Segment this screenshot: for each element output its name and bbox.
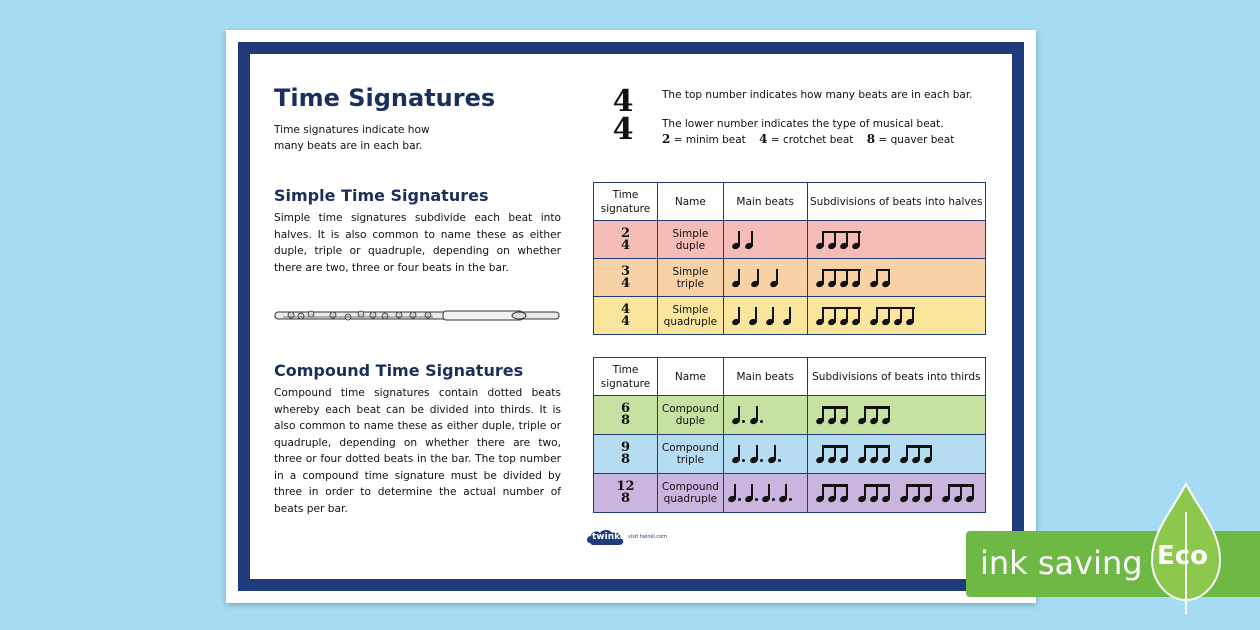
compound-heading: Compound Time Signatures [274, 361, 524, 380]
crotchet-note [732, 269, 740, 287]
header-time-signature: Time signature [594, 183, 658, 221]
sig-top: 4 [620, 301, 630, 317]
top-number-explanation: The top number indicates how many beats are in each bar. [662, 89, 973, 101]
table-row [594, 435, 986, 474]
crotchet-note [745, 231, 753, 249]
crotchet-note [732, 231, 740, 249]
page-title: Time Signatures [274, 84, 496, 112]
compound-time-table [593, 357, 986, 513]
beat-type-label: = crotchet beat [770, 134, 854, 146]
dotted-crotchet-note [728, 484, 736, 502]
beat-type-num: 8 [866, 132, 876, 146]
dotted-crotchet-note [779, 484, 787, 502]
name-cell: Simple duple [657, 221, 723, 259]
beat-types [662, 132, 992, 148]
beat-type-label: = quaver beat [878, 134, 955, 146]
big-time-signature [606, 84, 640, 147]
simple-text: Simple time signatures subdivide each beat into halves. It is also common to name these as either duple, triple or quadruple, depending on whether there are two, three or four beats in the bar. [274, 212, 561, 274]
time-signature-cell [594, 396, 658, 435]
dotted-crotchet-note [768, 445, 776, 463]
header-name: Name [657, 358, 723, 396]
sig-top: 6 [620, 401, 630, 416]
sig-top: 3 [620, 263, 630, 279]
name-cell: Compound triple [657, 435, 723, 474]
quaver-beam-group [942, 484, 978, 502]
dotted-crotchet-note [750, 406, 758, 424]
sig-bottom: 8 [620, 452, 630, 467]
quaver-beam-group [816, 445, 852, 463]
dotted-crotchet-note [732, 445, 740, 463]
quaver-beam-group [858, 406, 894, 424]
main-beats-cell [723, 297, 807, 335]
header-main-beats: Main beats [723, 183, 807, 221]
main-beats-cell [723, 435, 807, 474]
quaver-beam-group [816, 231, 864, 249]
sig-bottom: 4 [620, 275, 630, 291]
name-cell: Compound duple [657, 396, 723, 435]
flute-illustration [273, 305, 563, 327]
main-beats-cell [723, 474, 807, 513]
dotted-crotchet-note [732, 406, 740, 424]
dotted-crotchet-note [750, 445, 758, 463]
subdivisions-cell [807, 297, 985, 335]
twinkl-url: visit twinkl.com [628, 534, 668, 540]
beat-type-num: 2 [662, 132, 671, 146]
table-row [594, 474, 986, 513]
quaver-beam-group [870, 269, 894, 287]
table-row [594, 297, 986, 335]
sig-bottom: 8 [620, 413, 630, 428]
header-main-beats: Main beats [723, 358, 807, 396]
quaver-beam-group [870, 307, 918, 325]
crotchet-note [766, 307, 774, 325]
twinkl-logo [586, 527, 676, 549]
main-beats-cell [723, 396, 807, 435]
intro-text: Time signatures indicate how many beats are in each bar. [274, 124, 430, 152]
crotchet-note [751, 269, 759, 287]
subdivisions-cell [807, 259, 985, 297]
sig-bottom: 8 [620, 491, 630, 506]
crotchet-note [783, 307, 791, 325]
beat-type-label: = minim beat [673, 134, 746, 146]
quaver-beam-group [858, 445, 894, 463]
simple-heading: Simple Time Signatures [274, 186, 489, 205]
time-signature-cell [594, 259, 658, 297]
main-beats-cell [723, 259, 807, 297]
crotchet-note [770, 269, 778, 287]
sig-bottom: 4 [620, 313, 630, 329]
eco-badge: Eco [1157, 541, 1209, 571]
sig-bottom: 4 [620, 237, 630, 253]
sig-top: 2 [620, 225, 630, 241]
subdivisions-cell [807, 396, 985, 435]
header-time-signature: Time signature [594, 358, 658, 396]
header-subdivisions: Subdivisions of beats into halves [807, 183, 985, 221]
quaver-beam-group [816, 484, 852, 502]
crotchet-note [732, 307, 740, 325]
simple-time-table [593, 182, 986, 335]
dotted-crotchet-note [745, 484, 753, 502]
twinkl-brand: twinkl [592, 532, 624, 542]
table-row [594, 259, 986, 297]
ink-saving-label: ink saving [980, 544, 1143, 582]
header-subdivisions: Subdivisions of beats into thirds [807, 358, 985, 396]
name-cell: Simple triple [657, 259, 723, 297]
time-signature-cell [594, 474, 658, 513]
subdivisions-cell [807, 221, 985, 259]
quaver-beam-group [900, 484, 936, 502]
dotted-crotchet-note [762, 484, 770, 502]
big-sig-top: 4 [612, 84, 634, 119]
subdivisions-cell [807, 474, 985, 513]
name-cell: Simple quadruple [657, 297, 723, 335]
name-cell: Compound quadruple [657, 474, 723, 513]
table-row [594, 221, 986, 259]
quaver-beam-group [858, 484, 894, 502]
beat-type-num: 4 [759, 132, 768, 146]
quaver-beam-group [900, 445, 936, 463]
quaver-beam-group [816, 307, 864, 325]
table-row [594, 396, 986, 435]
big-sig-bottom: 4 [612, 112, 634, 147]
main-beats-cell [723, 221, 807, 259]
compound-text: Compound time signatures contain dotted beats whereby each beat can be divided into thirds. It is also common to name these as either duple, triple or quadruple, depending on whether there are two, three or four dotted beats in the bar. The top number in a compound time signature must be divided by three in order to determine the actual number of beats per bar. [274, 387, 561, 515]
time-signature-cell [594, 221, 658, 259]
time-signature-cell [594, 435, 658, 474]
lower-number-explanation: The lower number indicates the type of musical beat. [662, 118, 944, 130]
time-signature-cell [594, 297, 658, 335]
sig-top: 9 [620, 440, 630, 455]
quaver-beam-group [816, 269, 864, 287]
sig-top: 12 [616, 479, 635, 494]
subdivisions-cell [807, 435, 985, 474]
header-name: Name [657, 183, 723, 221]
quaver-beam-group [816, 406, 852, 424]
crotchet-note [749, 307, 757, 325]
